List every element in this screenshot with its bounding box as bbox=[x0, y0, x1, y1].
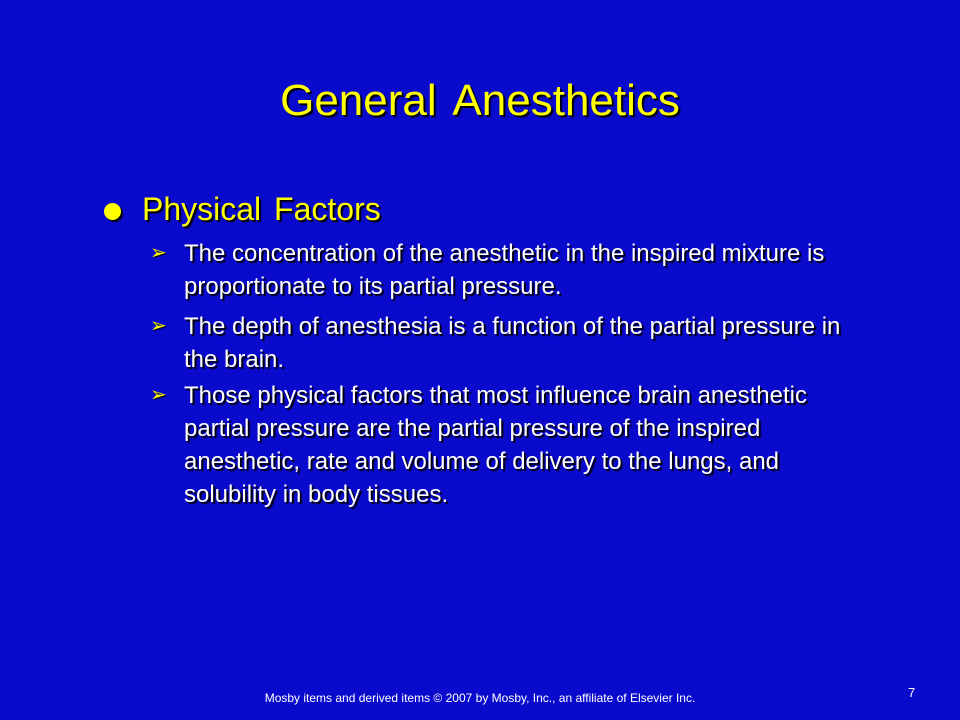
arrow-bullet-icon: ➢ bbox=[150, 315, 167, 337]
copyright-footer: Mosby items and derived items © 2007 by Mosby, Inc., an affiliate of Elsevier Inc. bbox=[264, 691, 696, 705]
main-bullet-text: Physical Factors bbox=[142, 191, 381, 227]
page-number: 7 bbox=[908, 685, 916, 700]
sub-bullet bbox=[150, 310, 870, 376]
main-bullet bbox=[104, 189, 381, 229]
sub-bullet-text: The concentration of the anesthetic in the inspired mixture is proportionate to its partial pressure. bbox=[184, 240, 825, 300]
arrow-bullet-icon: ➢ bbox=[150, 242, 167, 264]
slide-title: General Anesthetics bbox=[280, 76, 680, 125]
sub-bullet bbox=[150, 237, 870, 303]
sub-bullet bbox=[150, 379, 870, 511]
sub-bullet-text: The depth of anesthesia is a function of the partial pressure in the brain. bbox=[184, 313, 841, 373]
arrow-bullet-icon: ➢ bbox=[150, 384, 167, 406]
round-bullet-icon bbox=[104, 203, 121, 220]
sub-bullet-text: Those physical factors that most influence brain anesthetic partial pressure are the partial pressure of the inspired anesthetic, rate and volume of delivery to the lungs, and solubility in body tissues. bbox=[184, 382, 807, 508]
